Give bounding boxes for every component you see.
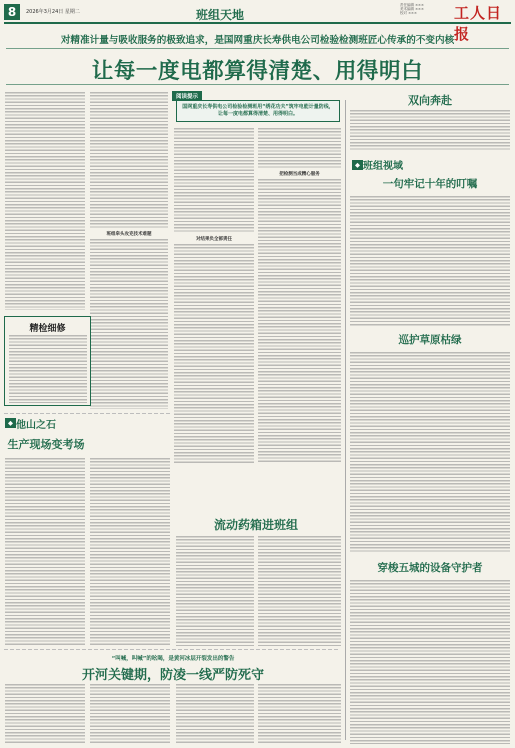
lead-headline: 让每一度电都算得清楚、用得明白 bbox=[91, 59, 424, 84]
section-title-left: 他山之石 bbox=[16, 420, 56, 431]
center-lower-headline: 流动药箱进班组 bbox=[213, 518, 298, 532]
editor-credits: 责任编辑 ××× 美术编辑 ××× 校对 ××× bbox=[400, 3, 424, 16]
bottom-body-c bbox=[176, 684, 254, 744]
bottom-body-d bbox=[258, 684, 341, 744]
right-top-headline: 双向奔赴 bbox=[408, 94, 452, 107]
subhead-c: 把检测当成精心服务 bbox=[279, 172, 320, 177]
sidebar-body bbox=[9, 335, 87, 403]
divider bbox=[4, 413, 170, 414]
lead-body-col-3b bbox=[174, 244, 254, 464]
bottom-body-b bbox=[90, 684, 170, 744]
section-tag-left: ◆ bbox=[5, 418, 16, 428]
left-lower-body-a bbox=[5, 458, 85, 646]
right-bottom-body bbox=[350, 580, 510, 744]
left-lower-body-b bbox=[90, 458, 170, 646]
subhead-b: 对结果负全部责任 bbox=[196, 237, 232, 242]
right-column-rule bbox=[345, 100, 346, 740]
lead-summary-box bbox=[176, 100, 340, 122]
bottom-headline: 开河关键期，防凌一线严防死守 bbox=[81, 668, 264, 683]
lead-body-col-1 bbox=[5, 92, 85, 310]
headline-rule-bottom bbox=[6, 84, 509, 85]
masthead-rule bbox=[4, 22, 511, 24]
lead-summary: 国网重庆长寿供电公司检验检测班用“绣花功夫”筑牢电能计量防线，让每一度电都算得清楚、用得明白。 bbox=[182, 104, 334, 117]
newspaper-logo: 工人日报 bbox=[454, 4, 503, 43]
center-lower-body-a bbox=[176, 536, 254, 646]
subhead-a: 班组牵头攻克技术难题 bbox=[106, 232, 152, 237]
right-mid-body bbox=[350, 196, 510, 326]
right-mid-headline: 一句牢记十年的叮嘱 bbox=[382, 178, 478, 190]
lead-kicker: 对精准计量与吸收服务的极致追求，是国网重庆长寿供电公司检验检测班匠心传承的不变内核 bbox=[60, 35, 455, 46]
lead-body-col-3a bbox=[174, 128, 254, 233]
lead-body-col-2a bbox=[90, 92, 168, 228]
column-banner: 阅读提示 bbox=[172, 91, 202, 101]
lead-body-col-4a bbox=[258, 128, 341, 168]
right-lower-body bbox=[350, 352, 510, 552]
right-top-body bbox=[350, 110, 510, 150]
lead-body-col-2b bbox=[90, 239, 168, 409]
right-bottom-headline: 穿梭五城的设备守护者 bbox=[377, 562, 483, 574]
bottom-kicker: “叫喊，叫喊”的吆喝，是黄河冰层开裂发出的警告 bbox=[111, 656, 235, 662]
sidebar-box bbox=[4, 316, 91, 406]
right-lower-headline: 巡护草原枯绿 bbox=[398, 334, 462, 346]
center-lower-body-b bbox=[258, 536, 341, 646]
section-tag-right: ◆ bbox=[352, 160, 363, 170]
divider-bottom bbox=[4, 649, 339, 650]
section-title: 班组天地 bbox=[196, 8, 245, 22]
bottom-body-a bbox=[5, 684, 85, 744]
lead-body-col-4b bbox=[258, 179, 341, 464]
section-title-right: 班组视域 bbox=[363, 161, 403, 172]
headline-rule-top bbox=[6, 48, 509, 49]
left-lower-headline: 生产现场变考场 bbox=[7, 438, 85, 451]
dateline: 2026年3月24日 星期二 bbox=[26, 9, 80, 15]
page-number: 8 bbox=[4, 4, 20, 20]
sidebar-title: 精检细修 bbox=[29, 324, 66, 334]
